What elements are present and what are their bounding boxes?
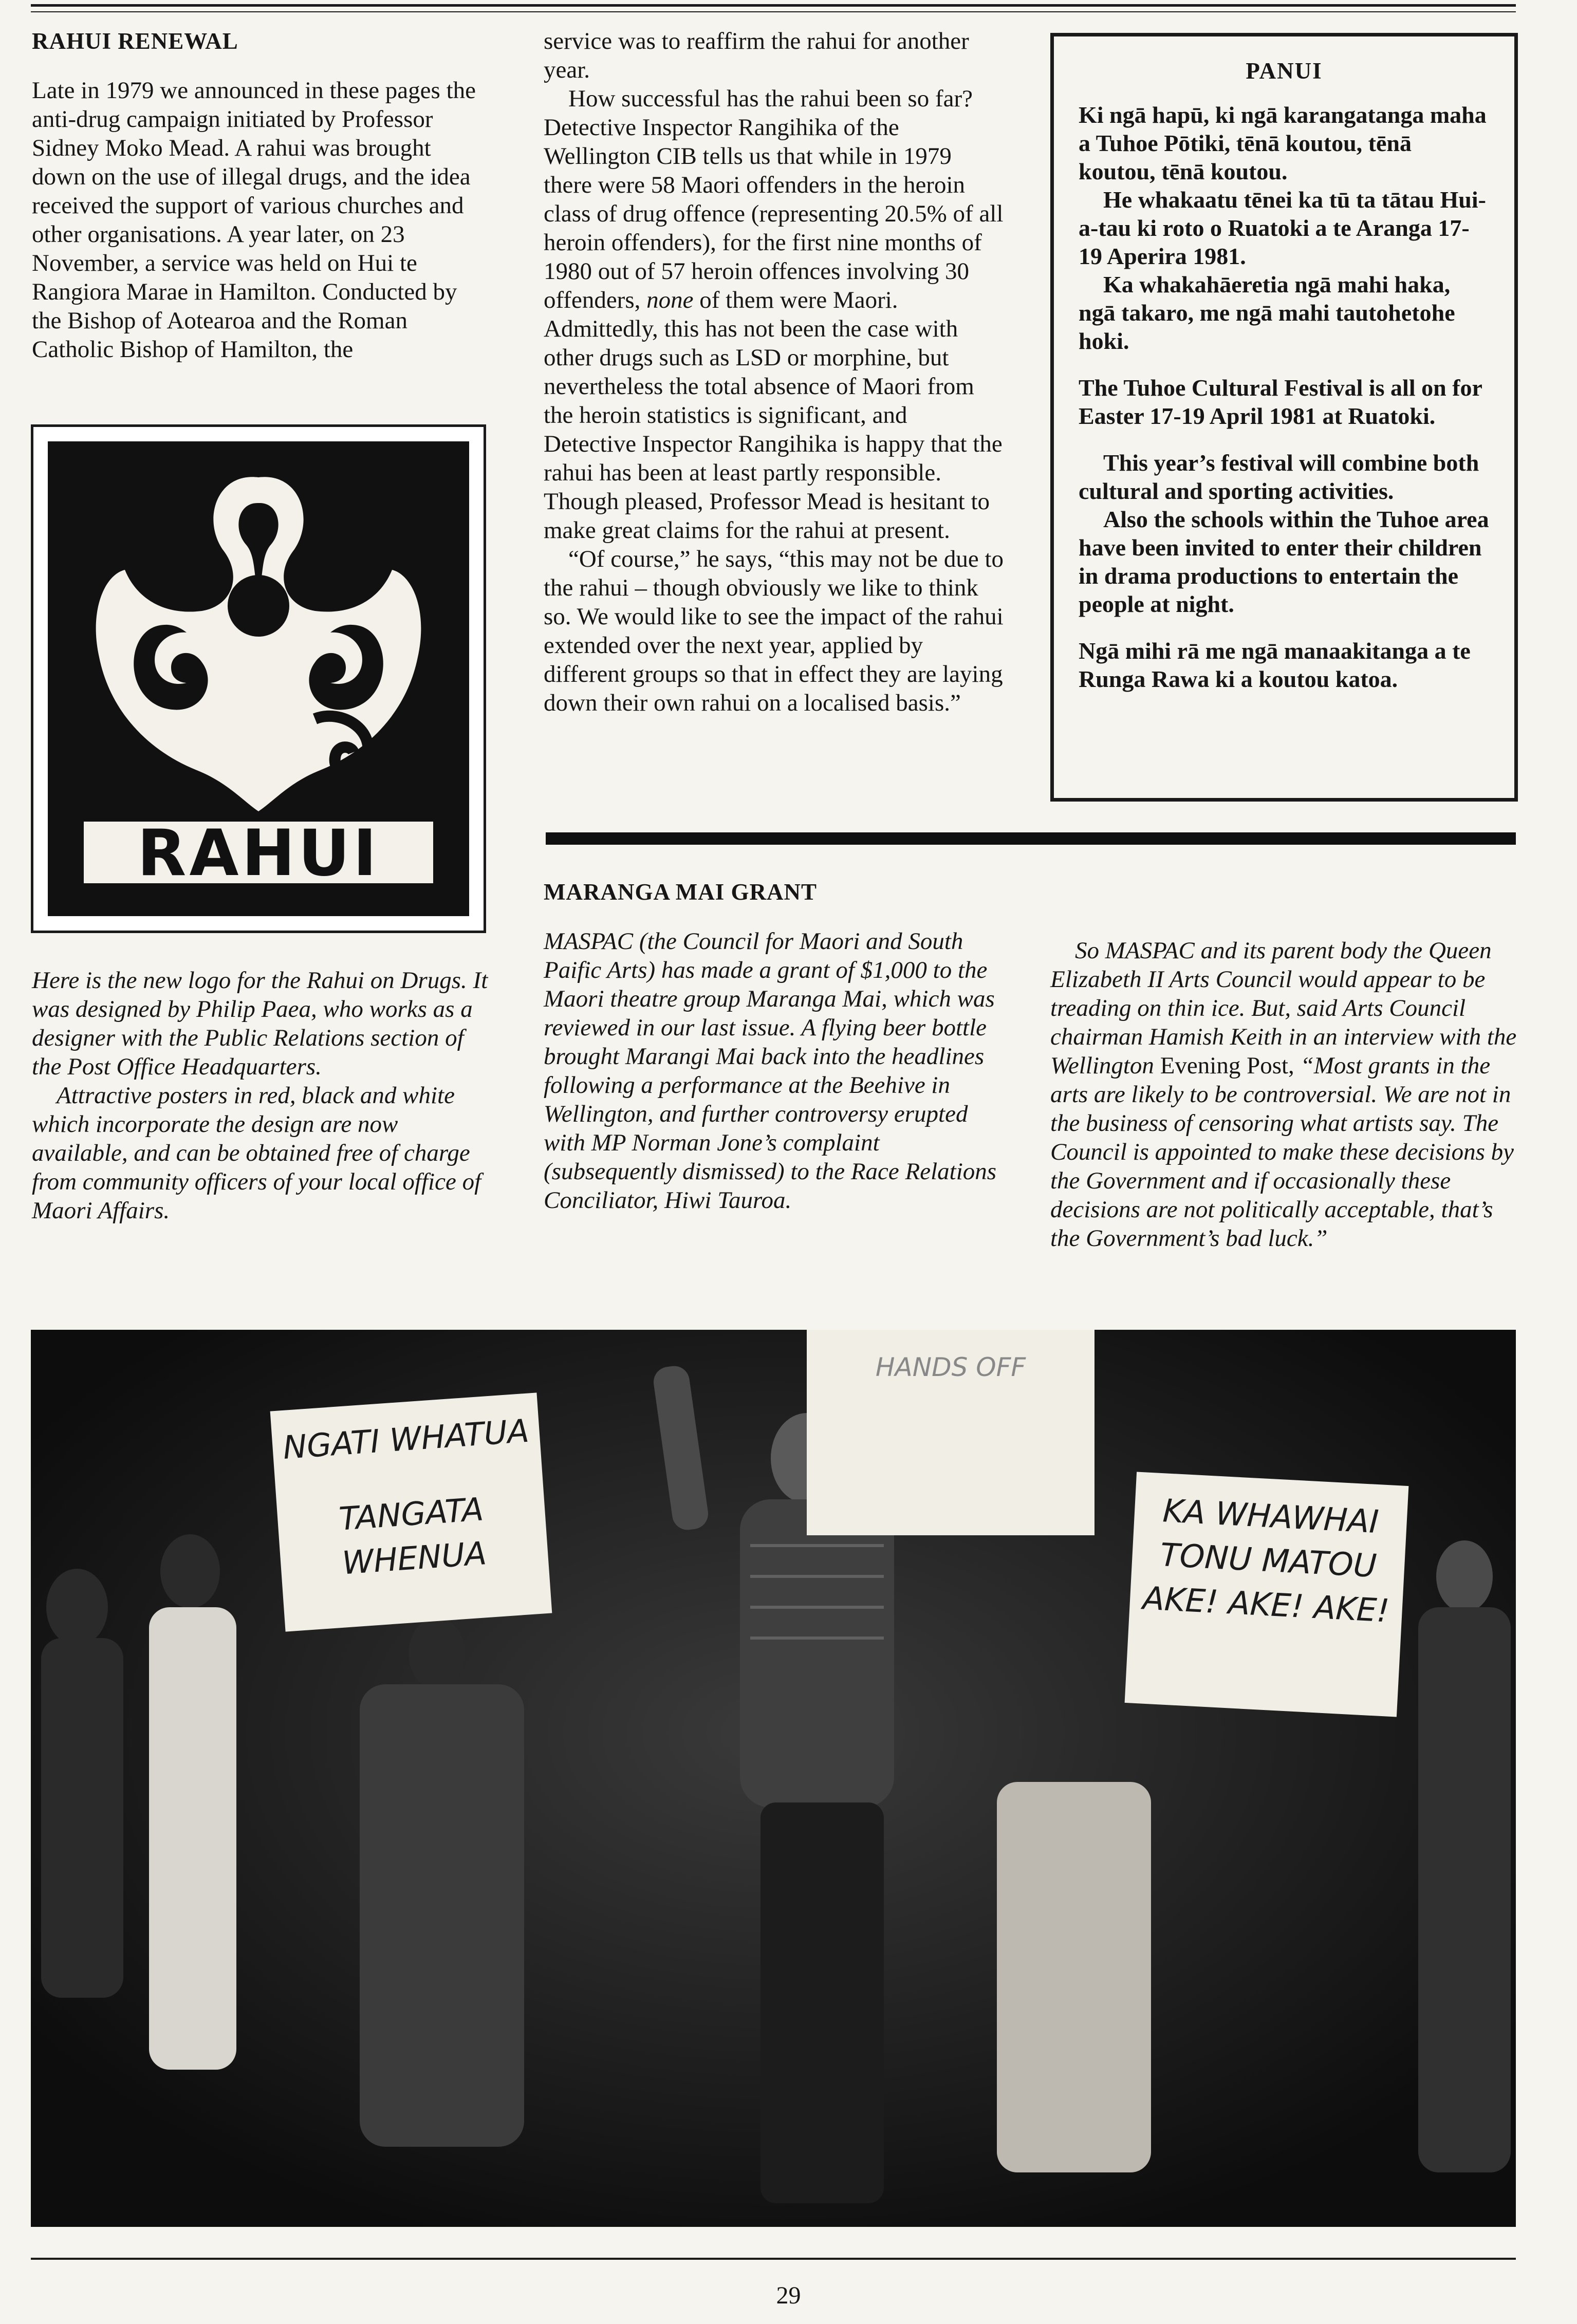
sign-ngati-whatua: NGATI WHATUA TANGATA WHENUA xyxy=(270,1392,552,1631)
logo-caption-p2: Attractive posters in red, black and white which incorporate the design are now available, and can be obtained free of charge from community officers of your local office of Maori Affairs. xyxy=(32,1082,481,1224)
section-divider xyxy=(546,832,1516,845)
rahui-logo xyxy=(31,424,486,933)
rahui-continued-p1: service was to reaffirm the rahui for another year. xyxy=(544,28,969,83)
column-rahui-continued xyxy=(544,27,1005,717)
panui-p1: Ki ngā hapū, ki ngā karangatanga maha a Tuhoe Pōtiki, tēnā koutou, tēnā koutou, tēnā koutou. xyxy=(1079,102,1487,184)
article-rahui-renewal-body: Late in 1979 we announced in these pages the anti-drug campaign initiated by Professor Sidney Moko Mead. A rahui was brought down on the use of illegal drugs, and the idea received the support of various churches and other organisations. A year later, on 23 November, a service was held on Hui te Rangiora Marae in Hamilton. Conducted by the Bishop of Aotearoa and the Roman Catholic Bishop of Hamilton, the xyxy=(32,77,476,363)
panui-p5: This year’s festival will combine both cultural and sporting activities. xyxy=(1079,450,1479,504)
logo-background xyxy=(48,441,469,916)
photo-scene xyxy=(31,1330,1516,2227)
headline-maranga-mai-grant: MARANGA MAI GRANT xyxy=(544,879,817,905)
protest-photograph xyxy=(31,1330,1516,2227)
maranga-mai-body: MASPAC (the Council for Maori and South Paific Arts) has made a grant of $1,000 to the Maori theatre group Maranga Mai, which was reviewed in our last issue. A flying beer bottle brought Marangi Mai back into the headlines following a performance at the Beehive in Wellington, and further controversy erupted with MP Norman Jone’s complaint (subsequently dismissed) to the Race Relations Conciliator, Hiwi Tauroa. xyxy=(544,928,997,1214)
sign-ka-whawhai: KA WHAWHAI TONU MATOU AKE! AKE! AKE! xyxy=(1125,1472,1409,1717)
rahui-continued-p2: How successful has the rahui been so far? Detective Inspector Rangihika of the Wellington CIB tells us that while in 1979 there were 58 Maori offenders in the heroin class of drug offence (representing 20.5% of all heroin offenders), for the first nine months of 1980 out of 57 heroin offences involving 30 offenders, none of them were Maori. Admittedly, this has not been the case with other drugs such as LSD or morphine, but nevertheless the total absence of Maori from the heroin statistics is significant, and Detective Inspector Rangihika is happy that the rahui has been at least partly responsible. Though pleased, Professor Mead is hesitant to make great claims for the rahui at present. xyxy=(544,85,1004,544)
panui-notice-box xyxy=(1050,33,1518,802)
page-number: 29 xyxy=(776,2282,801,2309)
top-rule-thin xyxy=(31,11,1516,12)
column-arts-council xyxy=(1050,936,1518,1253)
panui-p7: Ngā mihi rā me ngā manaakitanga a te Runga Rawa ki a koutou katoa. xyxy=(1079,638,1471,692)
arts-council-body: So MASPAC and its parent body the Queen Elizabeth II Arts Council would appear to be treading on thin ice. But, said Arts Council chairman Hamish Keith in an interview with the Wellington Evening Post, “Most grants in the arts are likely to be controversial. We are not in the business of censoring what artists say. The Council is appointed to make these decisions by the Government and if occasionally these decisions are not politically acceptable, that’s the Government’s bad luck.” xyxy=(1050,937,1517,1252)
bottom-rule xyxy=(31,2258,1516,2260)
logo-caption-p1: Here is the new logo for the Rahui on Drugs. It was designed by Philip Paea, who works as a designer with the Public Relations section of the Post Office Headquarters. xyxy=(32,967,488,1080)
logo-wordmark: RAHUI xyxy=(137,816,380,890)
sign-hands-off: HANDS OFF xyxy=(807,1330,1094,1535)
top-rule xyxy=(31,4,1516,7)
panui-p4: The Tuhoe Cultural Festival is all on for Easter 17-19 April 1981 at Ruatoki. xyxy=(1079,375,1482,429)
panui-p6: Also the schools within the Tuhoe area have been invited to enter their children in drama productions to entertain the people at night. xyxy=(1079,506,1489,617)
panui-title: PANUI xyxy=(1246,58,1323,84)
panui-p3: Ka whakahāeretia ngā mahi haka, ngā takaro, me ngā mahi tautohetohe hoki. xyxy=(1079,271,1455,354)
column-rahui-renewal xyxy=(32,27,489,364)
panui-p2: He whakaatu tēnei ka tū ta tātau Hui-a-tau ki roto o Ruatoki a te Aranga 17-19 Aperira 1981. xyxy=(1079,187,1486,269)
logo-caption xyxy=(32,966,489,1225)
headline-rahui-renewal: RAHUI RENEWAL xyxy=(32,28,238,54)
rahui-continued-p3: “Of course,” he says, “this may not be due to the rahui – though obviously we like to think so. We would like to see the impact of the rahui extended over the next year, applied by different groups so that in effect they are laying down their own rahui on a localised basis.” xyxy=(544,546,1004,716)
column-maranga-mai xyxy=(544,878,1005,1215)
